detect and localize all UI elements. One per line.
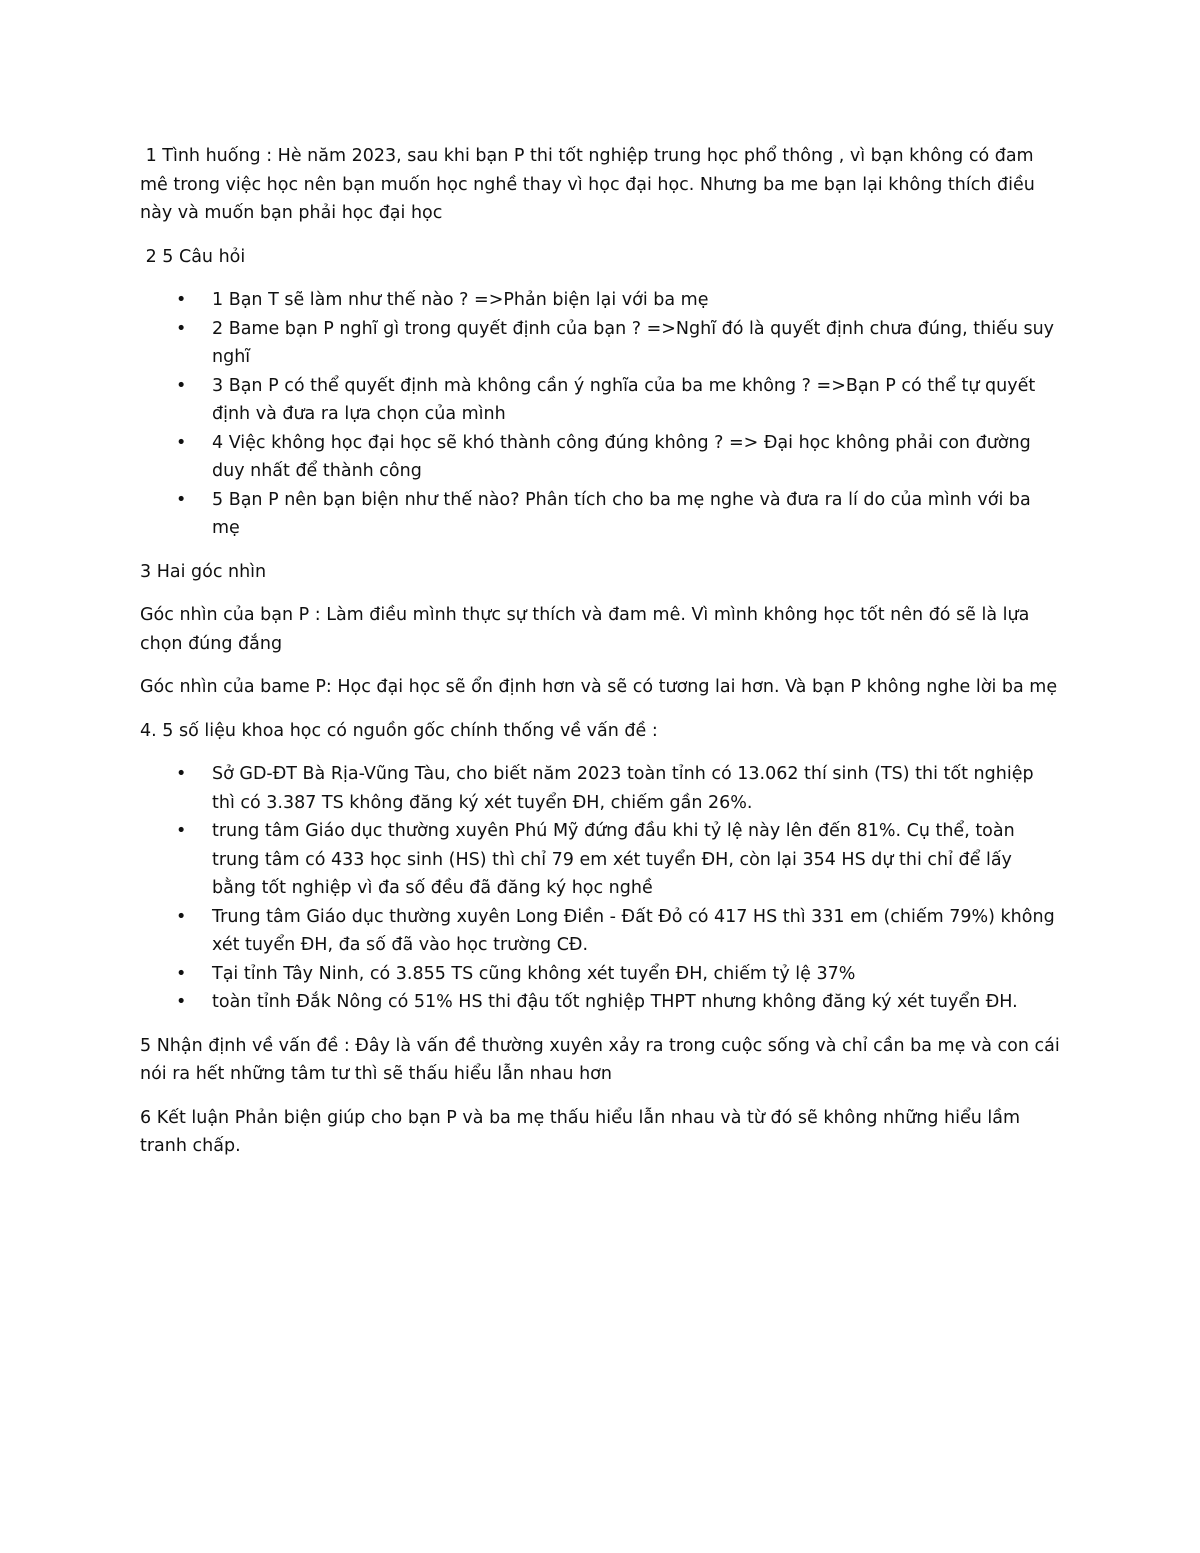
bullet-icon: • xyxy=(176,375,187,396)
list-item xyxy=(176,903,1060,960)
statistic-text: toàn tỉnh Đắk Nông có 51% HS thi đậu tốt nghiệp THPT nhưng không đăng ký xét tuyển ĐH. xyxy=(212,992,1018,1012)
bullet-icon: • xyxy=(176,906,187,927)
statistic-text: Sở GD-ĐT Bà Rịa-Vũng Tàu, cho biết năm 2023 toàn tỉnh có 13.062 thí sinh (TS) thi tốt nghiệp thì có 3.387 TS không đăng ký xét tuyển ĐH, chiếm gần 26%. xyxy=(212,764,1034,813)
questions-list xyxy=(140,286,1060,543)
list-item xyxy=(176,960,1060,989)
assessment-paragraph: 5 Nhận định về vấn đề : Đây là vấn đề thường xuyên xảy ra trong cuộc sống và chỉ cần ba mẹ và con cái nói ra hết những tâm tư thì sẽ thấu hiểu lẫn nhau hơn xyxy=(140,1035,1066,1084)
conclusion-paragraph: 6 Kết luận Phản biện giúp cho bạn P và ba mẹ thấu hiểu lẫn nhau và từ đó sẽ không những hiểu lầm tranh chấp. xyxy=(140,1107,1026,1156)
statistic-text: Trung tâm Giáo dục thường xuyên Long Điền - Đất Đỏ có 417 HS thì 331 em (chiếm 79%) không xét tuyển ĐH, đa số đã vào học trường CĐ. xyxy=(212,906,1055,955)
statistics-list xyxy=(140,760,1060,1017)
list-item xyxy=(176,315,1060,372)
perspective-parents-paragraph: Góc nhìn của bame P: Học đại học sẽ ổn định hơn và sẽ có tương lai hơn. Và bạn P không nghe lời ba mẹ xyxy=(140,677,1058,697)
question-text: 2 Bame bạn P nghĩ gì trong quyết định của bạn ? =>Nghĩ đó là quyết định chưa đúng, thiếu suy nghĩ xyxy=(212,318,1055,367)
list-item xyxy=(176,760,1060,817)
question-text: 5 Bạn P nên bạn biện như thế nào? Phân tích cho ba mẹ nghe và đưa ra lí do của mình với ba mẹ xyxy=(212,489,1031,538)
question-text: 3 Bạn P có thể quyết định mà không cần ý nghĩa của ba me không ? =>Bạn P có thể tự quyết định và đưa ra lựa chọn của mình xyxy=(212,375,1036,424)
questions-heading: 2 5 Câu hỏi xyxy=(140,246,246,267)
statistic-text: Tại tỉnh Tây Ninh, có 3.855 TS cũng không xét tuyển ĐH, chiếm tỷ lệ 37% xyxy=(212,963,856,984)
statistics-heading: 4. 5 số liệu khoa học có nguồn gốc chính thống về vấn đề : xyxy=(140,720,658,741)
list-item xyxy=(176,429,1060,486)
list-item xyxy=(176,817,1060,903)
bullet-icon: • xyxy=(176,318,187,339)
list-item xyxy=(176,988,1060,1017)
bullet-icon: • xyxy=(176,290,187,310)
perspectives-heading: 3 Hai góc nhìn xyxy=(140,561,267,582)
bullet-icon: • xyxy=(176,764,187,784)
question-text: 1 Bạn T sẽ làm như thế nào ? =>Phản biện lại với ba mẹ xyxy=(212,290,709,310)
bullet-icon: • xyxy=(176,992,187,1012)
bullet-icon: • xyxy=(176,821,187,841)
bullet-icon: • xyxy=(176,432,187,453)
list-item xyxy=(176,286,1060,315)
list-item xyxy=(176,486,1060,543)
bullet-icon: • xyxy=(176,489,187,510)
question-text: 4 Việc không học đại học sẽ khó thành công đúng không ? => Đại học không phải con đường duy nhất để thành công xyxy=(212,432,1031,481)
list-item xyxy=(176,372,1060,429)
situation-paragraph: 1 Tình huống : Hè năm 2023, sau khi bạn P thi tốt nghiệp trung học phổ thông , vì bạn không có đam mê trong việc học nên bạn muốn học nghề thay vì học đại học. Nhưng ba me bạn lại không thích điều này và muốn bạn phải học đại học xyxy=(140,146,1041,223)
bullet-icon: • xyxy=(176,963,187,984)
perspective-p-paragraph: Góc nhìn của bạn P : Làm điều mình thực sự thích và đam mê. Vì mình không học tốt nên đó sẽ là lựa chọn đúng đắng xyxy=(140,605,1035,654)
statistic-text: trung tâm Giáo dục thường xuyên Phú Mỹ đứng đầu khi tỷ lệ này lên đến 81%. Cụ thể, toàn trung tâm có 433 học sinh (HS) thì chỉ 79 em xét tuyển ĐH, còn lại 354 HS dự thi chỉ để lấy bằng tốt nghiệp vì đa số đều đã đăng ký học nghề xyxy=(212,821,1015,898)
